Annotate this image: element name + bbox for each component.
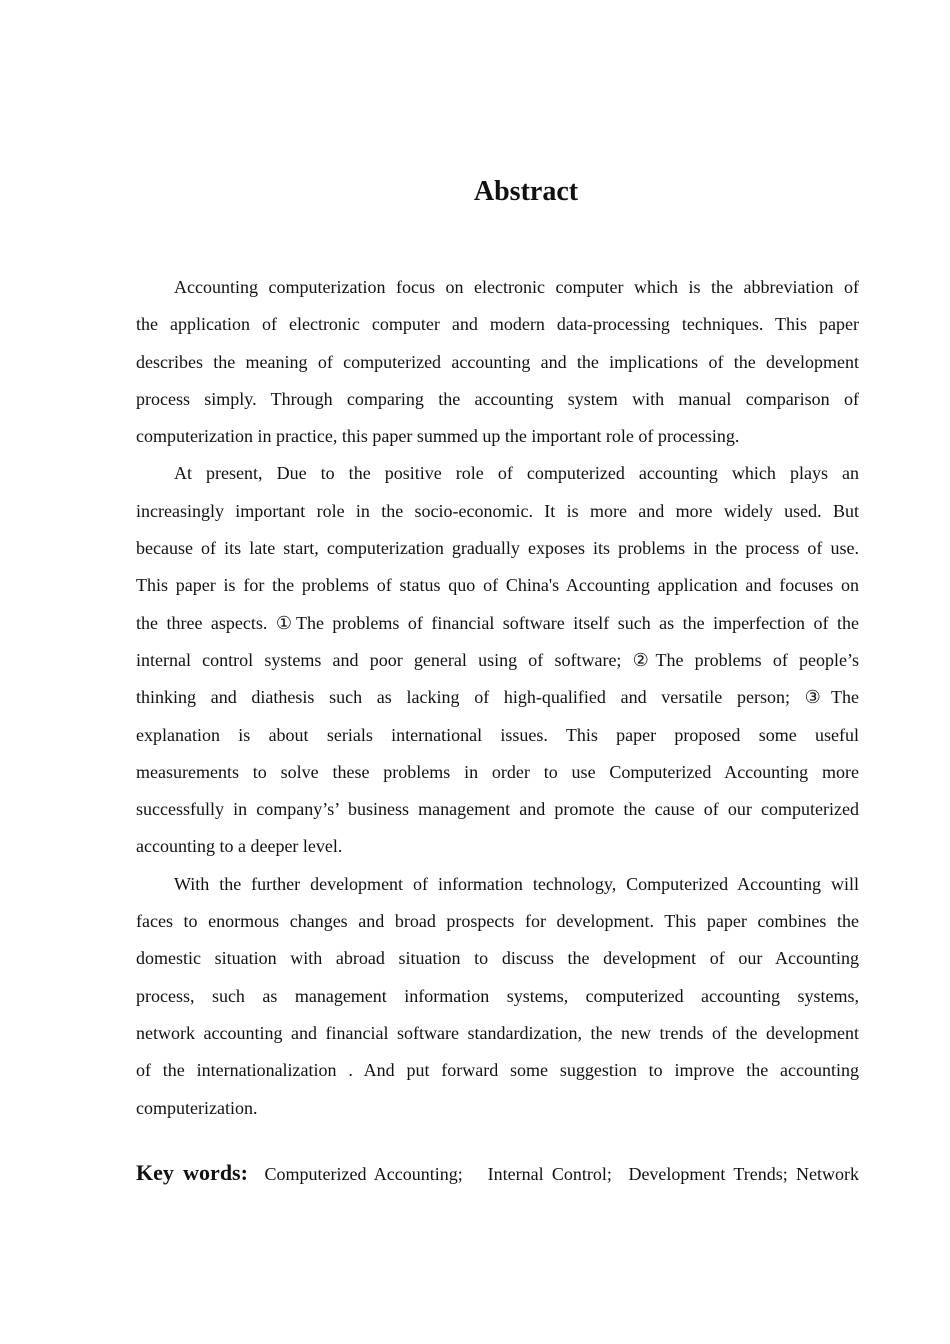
paragraph-line: thinking and diathesis such as lacking of high-qualified and versatile person; ③The — [136, 687, 859, 708]
paragraph-line: of the internationalization . And put forward some suggestion to improve the accounting — [136, 1060, 859, 1081]
paragraph-line: process, such as management information systems, computerized accounting systems, — [136, 985, 859, 1006]
paragraph-line: This paper is for the problems of status quo of China's Accounting application and focuses on — [136, 575, 859, 596]
paragraph-line: measurements to solve these problems in order to use Computerized Accounting more — [136, 761, 859, 782]
paragraph-line: increasingly important role in the socio-economic. It is more and more widely used. But — [136, 500, 859, 521]
paragraph-line: the three aspects. ①The problems of financial software itself such as the imperfection of the — [136, 612, 859, 633]
paragraph-line: faces to enormous changes and broad prospects for development. This paper combines the — [136, 911, 859, 932]
page-title: Abstract — [473, 176, 579, 207]
paragraph-line: At present, Due to the positive role of computerized accounting which plays an — [174, 463, 859, 484]
paragraph-line: computerization in practice, this paper summed up the important role of processing. — [136, 426, 740, 447]
abstract-body — [136, 269, 859, 1127]
paragraph-line: network accounting and financial software standardization, the new trends of the development — [136, 1022, 859, 1043]
paragraph-line: process simply. Through comparing the accounting system with manual comparison of — [136, 388, 859, 409]
paragraph-line: successfully in company’s’ business management and promote the cause of our computerized — [136, 799, 859, 820]
paragraph-line: accounting to a deeper level. — [136, 836, 343, 857]
paragraph-line: With the further development of information technology, Computerized Accounting will — [174, 873, 859, 894]
paragraph — [136, 866, 859, 1127]
keywords-label: Key words: — [136, 1160, 248, 1185]
paragraph-line: computerization. — [136, 1097, 258, 1118]
keywords-list: Computerized Accounting; Internal Control; Development Trends; Network — [264, 1164, 859, 1184]
paragraph — [136, 269, 859, 455]
paragraph-line: because of its late start, computerization gradually exposes its problems in the process of use. — [136, 538, 859, 559]
paragraph-line: internal control systems and poor general using of software; ②The problems of people’s — [136, 649, 859, 670]
paragraph-line: describes the meaning of computerized accounting and the implications of the development — [136, 351, 859, 372]
paragraph-line: the application of electronic computer and modern data-processing techniques. This paper — [136, 314, 859, 335]
paragraph-line: domestic situation with abroad situation to discuss the development of our Accounting — [136, 948, 859, 969]
paragraph — [136, 455, 859, 865]
keywords — [136, 1160, 859, 1186]
paragraph-line: explanation is about serials international issues. This paper proposed some useful — [136, 724, 859, 745]
paragraph-line: Accounting computerization focus on electronic computer which is the abbreviation of — [174, 277, 859, 297]
